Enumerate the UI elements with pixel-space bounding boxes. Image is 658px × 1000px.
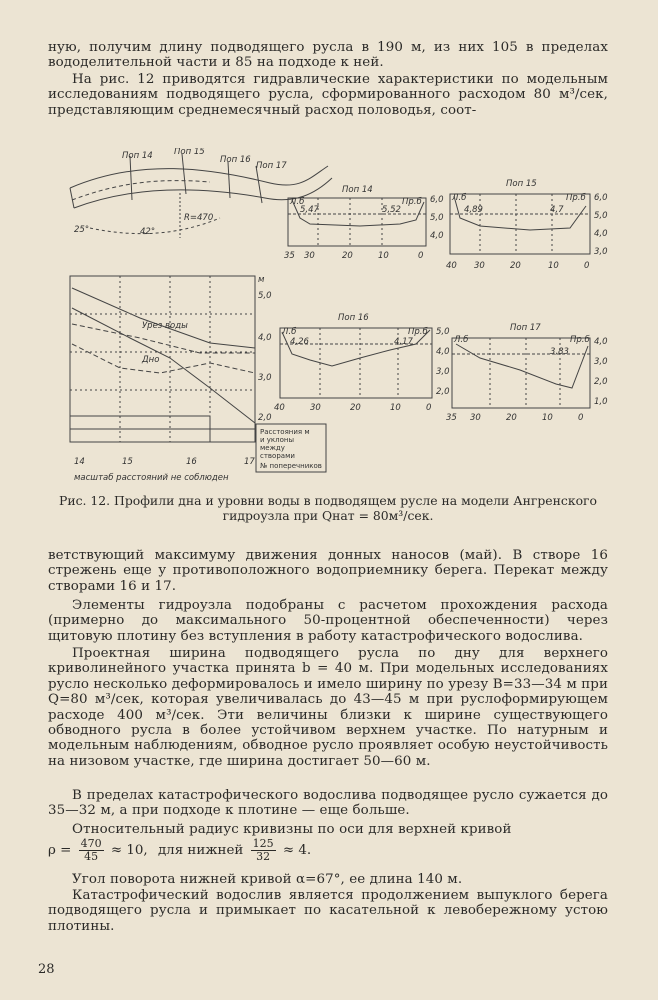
section-15-y-tick: 5,0 [594,211,608,221]
paragraph-3: Проектная ширина подводящего русла по дну для верхнего криволинейного участка принята b = 40 м. При модельных исследованиях русло несколько деформировалось и имело ширину по урезу B=33—34 м при Q=80 м³/сек, которая увеличивалась до 43—45 м при руслоформирующем расходе 400 м³/сек. Эти величины близки к ширине существующего обводного русла в более устойчивом верхнем участке. По натурным и модельным наблюдениям, обводное русло проявляет особую неустойчивость на низовом участке, где ширина достигает 50—60 м. [48,646,608,769]
section-16-y-tick: 2,0 [436,387,450,397]
section-17-x-tick: 30 [470,413,481,423]
profile-y-tick: 3,0 [258,373,272,383]
section-16-x-tick: 20 [350,403,361,413]
section-17-y-tick: 1,0 [594,397,608,407]
section-14-x-tick: 10 [378,251,389,261]
figure-drawing [60,148,620,498]
profile-x-tick: 14 [74,457,85,467]
section-15-y-tick: 6,0 [594,193,608,203]
profile-x-tick: 17 [244,457,255,467]
profile-legend-line: Расстояния м [260,428,310,436]
formula-middle: для нижней [157,843,244,858]
profile-legend-line: № поперечников [260,462,322,470]
section-16-right-bank: Пр.б [408,327,428,337]
profile-y-tick: 5,0 [258,291,272,301]
section-15-x-tick: 40 [446,261,457,271]
formula-approx-2: ≈ 4. [282,843,312,858]
section-14-x-tick: 30 [304,251,315,261]
section-16-y-tick: 5,0 [436,327,450,337]
section-15-x-tick: 10 [548,261,559,271]
section-14-x-tick: 0 [418,251,424,261]
section-14-level-left: 5,47 [300,205,319,215]
profile-scale-note: масштаб расстояний не соблюден [74,473,229,483]
section-15-x-tick: 20 [510,261,521,271]
formula-rho: ρ = [48,843,72,858]
section-14-title: Поп 14 [342,185,373,195]
curvature-formula [48,838,608,874]
paragraph-1: ветствующий максимуму движения донных наносов (май). В створе 16 стрежень еще у противоположного водоприемнику берега. Перекат между створами 16 и 17. [48,548,608,594]
section-17-right-bank: Пр.б [570,335,590,345]
plan-label-14: Поп 14 [122,151,153,161]
section-16-x-tick: 10 [390,403,401,413]
section-16-y-tick: 4,0 [436,347,450,357]
section-16-x-tick: 40 [274,403,285,413]
section-15-title: Поп 15 [506,179,537,189]
section-17-level-right: 3,83 [550,347,569,357]
section-15-level-right: 4,7 [550,205,564,215]
profile-legend-line: и уклоны [260,436,295,444]
section-17-x-tick: 10 [542,413,553,423]
plan-angle-25: 25° [74,225,90,235]
fraction-upper [79,838,104,863]
section-14-left-bank: Л.б [290,197,305,207]
plan-label-15: Поп 15 [174,148,205,157]
section-17-title: Поп 17 [510,323,541,333]
section-15-x-tick: 30 [474,261,485,271]
section-16-x-tick: 0 [426,403,432,413]
section-15-level-left: 4,89 [464,205,483,215]
section-16-level-right: 4,17 [394,337,413,347]
paragraph-5: Относительный радиус кривизны по оси для верхней кривой [72,822,512,837]
paragraph-top-b: На рис. 12 приводятся гидравлические характеристики по модельным исследованиям подводящего русла, сформированного расходом 80 м³/сек, представляющим среднемесячный расход половодья, соот- [48,72,608,118]
section-16-left-bank: Л.б [282,327,297,337]
section-14-x-tick: 20 [342,251,353,261]
section-15-left-bank: Л.б [452,193,467,203]
fraction-lower-numerator: 125 [252,837,274,850]
plan-view [70,154,332,238]
section-15-x-tick: 0 [584,261,590,271]
section-16-level-left: 4,26 [290,337,309,347]
profile-y-unit: м [258,275,265,285]
section-17-y-tick: 3,0 [594,357,608,367]
section-15-y-tick: 3,0 [594,247,608,257]
section-17-y-tick: 2,0 [594,377,608,387]
section-16-title: Поп 16 [338,313,369,323]
profile-label-bed: Дно [142,355,160,365]
fraction-lower [251,838,276,863]
profile-x-tick: 15 [122,457,133,467]
figure-caption: Рис. 12. Профили дна и уровни воды в подводящем русле на модели Ангренского гидроузла при Qнат = 80м³/сек. [58,493,597,523]
paragraph-2: Элементы гидроузла подобраны с расчетом прохождения расхода (примерно до максимального 50-процентной обеспеченности) через щитовую плотину без вступления в работу катастрофического водослива. [48,598,608,644]
section-17-x-tick: 0 [578,413,584,423]
profile-x-tick: 16 [186,457,197,467]
plan-angle-42: 42° [140,227,156,237]
section-17-left-bank: Л.б [454,335,469,345]
section-16-x-tick: 30 [310,403,321,413]
section-14-y-tick: 4,0 [430,231,444,241]
profile-label-water: Урез воды [142,321,188,331]
paragraph-6: Угол поворота нижней кривой α=67°, ее длина 140 м. [72,872,463,887]
paragraph-4: В пределах катастрофического водослива подводящее русло сужается до 35—32 м, а при подходе к плотине — еще больше. [48,788,608,819]
section-17-y-tick: 4,0 [594,337,608,347]
plan-radius: R=470 [184,213,214,223]
section-17-x-tick: 20 [506,413,517,423]
section-16-y-tick: 3,0 [436,367,450,377]
plan-label-16: Поп 16 [220,155,251,165]
profile-legend-line: створами [260,452,295,460]
formula-approx-1: ≈ 10, [110,843,148,858]
section-14-y-tick: 6,0 [430,195,444,205]
plan-label-17: Поп 17 [256,161,287,171]
section-15-right-bank: Пр.б [566,193,586,203]
section-14-right-bank: Пр.б [402,197,422,207]
fraction-upper-numerator: 470 [80,837,102,850]
fraction-lower-denominator: 32 [256,850,271,863]
section-15-graph [450,194,590,254]
page-number: 28 [38,962,55,977]
section-17-x-tick: 35 [446,413,457,423]
section-14-x-tick: 35 [284,251,295,261]
section-14-level-right: 5,52 [382,205,401,215]
paragraph-top-a: ную, получим длину подводящего русла в 190 м, из них 105 в пределах вододелительной части и 85 на подходе к ней. [48,40,608,71]
profile-y-tick: 2,0 [258,413,272,423]
profile-y-tick: 4,0 [258,333,272,343]
fraction-upper-denominator: 45 [84,850,99,863]
section-15-y-tick: 4,0 [594,229,608,239]
figure-12 [60,148,620,498]
profile-legend-line: между [260,444,285,452]
paragraph-7: Катастрофический водослив является продолжением выпуклого берега подводящего русла и примыкает по касательной к левобережному устою плотины. [48,888,608,934]
section-14-y-tick: 5,0 [430,213,444,223]
section-17-graph [452,338,590,408]
